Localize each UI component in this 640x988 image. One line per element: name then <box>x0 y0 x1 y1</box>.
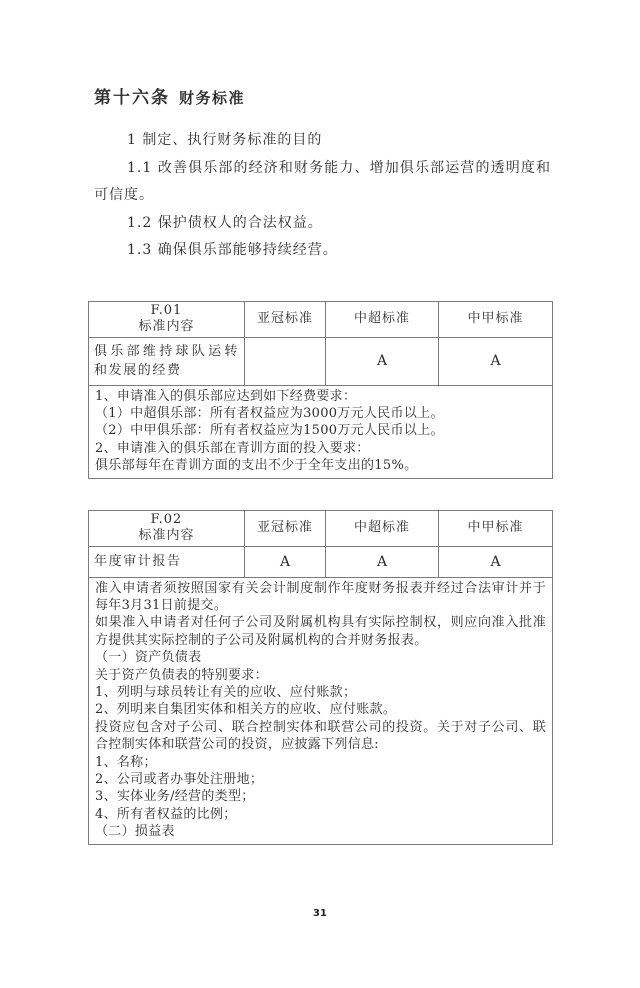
table-header-row <box>89 301 553 337</box>
intro-paragraph: 1.3 确保俱乐部能够持续经营。 <box>127 242 338 258</box>
article-title: 财务标准 <box>179 89 246 107</box>
table-row <box>89 546 553 577</box>
article-heading <box>94 83 545 108</box>
standards-table-f01 <box>88 301 553 479</box>
header-code-cell <box>89 510 245 546</box>
note-line: 3、实体业务/经营的类型； <box>95 789 255 805</box>
note-line: 如果准入申请者对任何子公司及附属机构具有实际控制权，则应向准入批准方提供其实际控制的子公司及附属机构的合并财务报表。 <box>95 615 546 648</box>
value-cell-afc <box>245 337 326 385</box>
intro-paragraph: 1.1 改善俱乐部的经济和财务能力、增加俱乐部运营的透明度和可信度。 <box>94 159 551 203</box>
table-notes-row <box>89 577 553 844</box>
intro-paragraph: 1 制定、执行财务标准的目的 <box>127 132 323 148</box>
intro-paragraphs <box>94 127 551 265</box>
note-line: 2、公司或者办事处注册地； <box>95 772 264 787</box>
table-code: F.01 <box>150 303 183 318</box>
table-notes-row <box>89 385 553 478</box>
table-code: F.02 <box>150 512 183 528</box>
note-line: 准入申请者须按照国家有关会计制度制作年度财务报表并经过合法审计并于每年3月31日前提交。 <box>95 580 546 613</box>
note-line: （2）中甲俱乐部：所有者权益应为1500万元人民币以上。 <box>95 423 444 439</box>
notes-cell <box>89 577 553 844</box>
note-line: 4、所有者权益的比例； <box>95 806 237 822</box>
value-cell-afc: A <box>245 546 326 577</box>
note-line: （二）损益表 <box>95 824 175 840</box>
page-number: 31 <box>313 908 327 919</box>
note-line: 1、名称； <box>95 754 157 770</box>
note-line: 俱乐部每年在青训方面的支出不少于全年支出的15%。 <box>95 458 418 474</box>
row-header-label: 标准内容 <box>138 528 195 544</box>
note-line: （一）资产负债表 <box>95 650 202 666</box>
column-header-afc: 亚冠标准 <box>245 510 326 546</box>
note-line: 1、申请准入的俱乐部应达到如下经费要求： <box>95 388 357 404</box>
header-code-cell <box>89 301 245 337</box>
document-page <box>0 83 640 988</box>
standards-table-f02 <box>88 510 553 845</box>
notes-cell <box>89 385 553 478</box>
table-header-row <box>89 510 553 546</box>
column-header-csl: 中超标准 <box>326 510 439 546</box>
row-label-cell: 俱乐部维持球队运转和发展的经费 <box>89 337 245 385</box>
article-number: 第十六条 <box>94 88 170 108</box>
column-header-league-one: 中甲标准 <box>439 510 553 546</box>
row-label-cell: 年度审计报告 <box>89 546 245 577</box>
note-line: 关于资产负债表的特别要求： <box>95 667 268 683</box>
note-line: 1、列明与球员转让有关的应收、应付账款； <box>95 684 357 700</box>
note-line: 2、列明来自集团实体和相关方的应收、应付账款。 <box>95 702 397 718</box>
row-header-label: 标准内容 <box>138 319 195 334</box>
column-header-csl: 中超标准 <box>326 301 439 337</box>
note-line: （1）中超俱乐部：所有者权益应为3000万元人民币以上。 <box>95 405 444 421</box>
note-line: 投资应包含对子公司、联合控制实体和联营公司的投资。关于对子公司、联合控制实体和联营公司的投资，应披露下列信息: <box>95 719 546 753</box>
column-header-league-one: 中甲标准 <box>439 301 553 337</box>
column-header-afc: 亚冠标准 <box>245 301 326 337</box>
intro-paragraph: 1.2 保护债权人的合法权益。 <box>127 214 323 231</box>
value-cell-csl: A <box>326 337 439 385</box>
value-cell-csl: A <box>326 546 439 577</box>
note-line: 2、申请准入的俱乐部在青训方面的投入要求： <box>95 440 370 456</box>
value-cell-league-one: A <box>439 337 553 385</box>
value-cell-league-one: A <box>439 546 553 577</box>
table-row <box>89 337 553 385</box>
